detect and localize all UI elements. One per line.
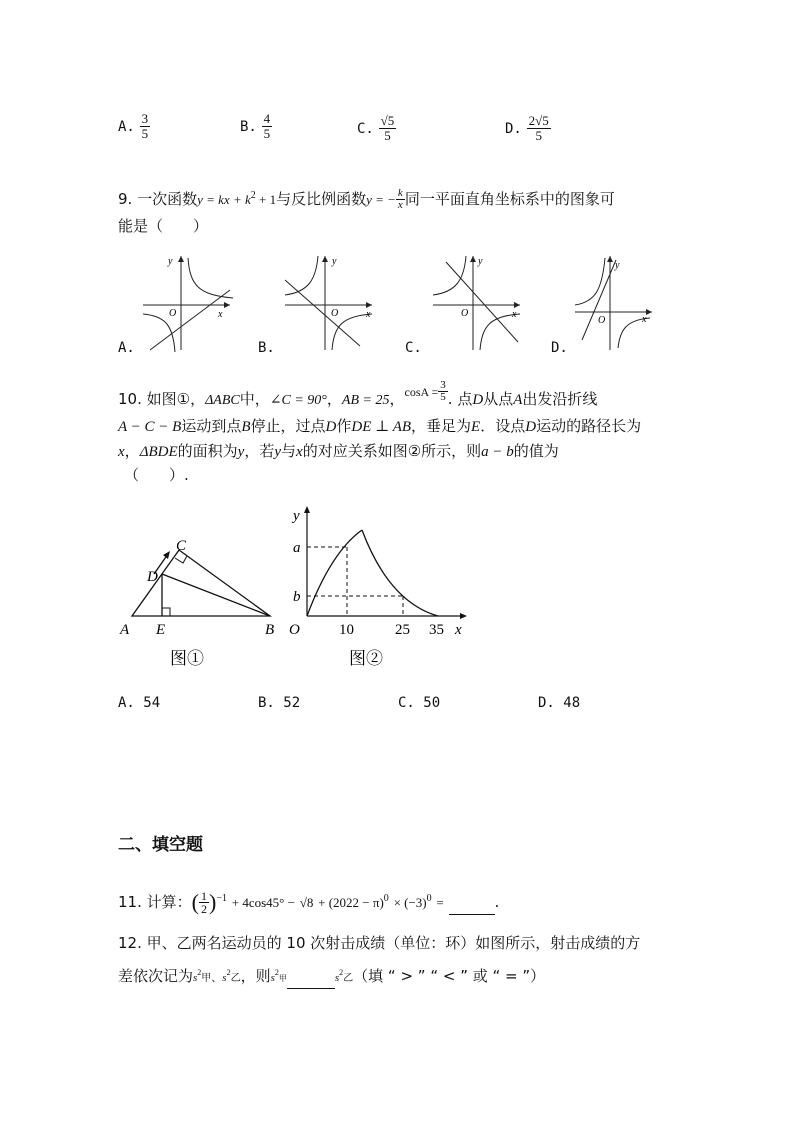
q9-linear-fn: y = kx + k (197, 192, 251, 207)
q10-number: 10. (118, 390, 142, 408)
q10-text: ， (124, 442, 140, 460)
q10-figure-1 (112, 530, 287, 670)
q10-var: x (118, 444, 125, 460)
y-label: y (332, 256, 337, 267)
q12-s-yi: s (222, 972, 227, 984)
q9-option-b: B. (258, 340, 275, 356)
y-axis-arrow (178, 256, 184, 262)
axis-y-label: y (293, 508, 300, 524)
q9-graph-a (138, 250, 238, 355)
q8-option-c-letter: C. (357, 121, 374, 137)
q10-option-d (538, 693, 580, 713)
x-label: x (366, 309, 371, 320)
q12-s-jia: s (193, 972, 198, 984)
q11-paren-open: ( (191, 889, 199, 915)
q9-option-c: C. (405, 340, 422, 356)
q9-tail: 同一平面直角坐标系中的图象可 (404, 190, 615, 208)
q12-sq: 2 (339, 968, 344, 977)
y-label: y (478, 256, 483, 267)
q10-option-a (118, 693, 160, 713)
frac-num: 1 (200, 889, 207, 903)
q9-option-a: A. (118, 340, 135, 356)
q10-line1 (118, 379, 598, 411)
q11-answer-blank[interactable] (449, 900, 495, 915)
q10-text: 运动到点 (181, 417, 242, 435)
q12-sq: 2 (226, 968, 231, 977)
q10-text: 停止，过点 (250, 417, 326, 435)
q10-var: E (471, 419, 481, 435)
q10-text: ， (389, 390, 405, 408)
origin-label: O (331, 308, 339, 319)
tick-10: 10 (339, 622, 354, 638)
option-value: 54 (143, 695, 161, 711)
tick-35: 35 (429, 622, 444, 638)
q9-graph-d (570, 250, 670, 355)
q12-sep: 、 (211, 971, 223, 984)
q9-inverse-frac (396, 188, 405, 211)
q10-triangle: ΔABC (205, 393, 240, 408)
q10-amb: a − b (481, 444, 514, 460)
label-a: a (293, 540, 301, 556)
x-label: x (512, 309, 517, 320)
q8-option-d (505, 114, 551, 143)
origin-label: O (169, 308, 177, 319)
hyperbola-branch-q1 (188, 258, 233, 298)
q9-graph-b (280, 250, 380, 355)
q10-option-b (258, 693, 300, 713)
y-axis-arrow (607, 256, 613, 262)
q10-var: D (472, 392, 484, 408)
q12-text: （填 “ > ” “ < ” 或 “ = ”） (353, 967, 546, 985)
q12-s-jia-2: s (270, 972, 275, 984)
frac-num: 4 (263, 111, 271, 126)
q12-text: ，则 (240, 967, 271, 985)
caption-1: 图① (170, 649, 204, 668)
frac-den: 5 (263, 126, 271, 141)
linear-line (285, 280, 360, 346)
q11-exp0a: 0 (383, 893, 389, 904)
q8-option-a (118, 112, 150, 141)
q10-var: A (513, 392, 523, 408)
q11-exp1: −1 (216, 893, 227, 904)
frac-den: 5 (440, 391, 446, 403)
q10-figure-2 (283, 502, 478, 670)
option-value: 52 (283, 695, 301, 711)
q8-option-a-letter: A. (118, 119, 135, 135)
q10-perp: DE ⊥ AB (351, 419, 412, 435)
q9-intro: 一次函数 (137, 190, 198, 208)
x-axis-arrow (646, 309, 652, 315)
q10-var: D (525, 419, 537, 435)
tick-25: 25 (395, 622, 410, 638)
q9-option-d: D. (551, 340, 568, 356)
q8-option-b (240, 112, 272, 141)
q10-text: 作 (336, 417, 352, 435)
x-axis-arrow (460, 613, 467, 619)
q10-angle: ∠C = 90° (269, 393, 327, 408)
q10-ab: AB = 25 (341, 393, 390, 408)
segment-db (162, 574, 270, 616)
q10-text: 出发沿折线 (522, 390, 598, 408)
hyperbola-branch-q2 (285, 256, 318, 295)
q11-eq: = (436, 895, 444, 910)
q10-text: 如图①， (146, 390, 206, 408)
q10-var: D (325, 419, 337, 435)
q12-jia-2: 甲 (278, 974, 287, 983)
q10-text: ，若 (244, 442, 275, 460)
q8-option-d-letter: D. (505, 121, 522, 137)
x-axis-arrow (514, 302, 520, 308)
q10-var: x (296, 444, 303, 460)
q12-text: 差依次记为 (118, 967, 194, 985)
q12-sq: 2 (274, 968, 279, 977)
option-letter: B. (258, 695, 275, 711)
frac-num: 3 (440, 379, 446, 391)
q11-label: 计算： (146, 893, 192, 911)
q10-text: 的值为 (513, 442, 559, 460)
x-label: x (218, 309, 223, 320)
q8-option-c-fraction (379, 114, 397, 143)
q10-text: . 点 (447, 390, 473, 408)
q10-line2 (118, 416, 641, 437)
q12-sq: 2 (197, 968, 202, 977)
frac-den: 5 (384, 128, 391, 143)
q10-text: ， (326, 390, 342, 408)
y-label: y (615, 260, 620, 271)
q9-graph-c (428, 250, 528, 355)
q11-rest2: × (−3) (393, 895, 427, 910)
q10-text: 的面积为 (177, 442, 238, 460)
y-label: y (168, 256, 173, 267)
q12-number: 12. (118, 934, 142, 952)
frac-den: x (397, 199, 403, 211)
q11-number: 11. (118, 893, 142, 911)
curve-rise (307, 530, 362, 616)
q10-text: 的对应关系如图②所示，则 (302, 442, 482, 460)
origin-label: O (289, 622, 300, 638)
linear-line (582, 260, 616, 340)
q11-half (199, 890, 209, 915)
q9-inverse-lhs: y = − (366, 192, 396, 207)
frac-num: √5 (380, 113, 395, 128)
q8-option-c (357, 114, 396, 143)
q10-path: A − C − B (118, 419, 182, 435)
option-letter: C. (398, 695, 415, 711)
q10-text: ，垂足为 (411, 417, 472, 435)
q8-option-a-fraction (140, 112, 151, 141)
q11-mid: + 4cos45° − (231, 895, 295, 910)
label-b: b (293, 589, 301, 605)
q10-text: 中， (239, 390, 270, 408)
x-label: x (642, 314, 647, 325)
hyperbola-branch-q3 (143, 314, 175, 352)
linear-line (446, 262, 518, 342)
q12-s-yi-2: s (334, 972, 340, 984)
x-axis-arrow (366, 302, 372, 308)
frac-num: k (397, 187, 403, 199)
q11-paren-close: ) (208, 889, 217, 915)
label-e: E (156, 622, 166, 638)
option-value: 48 (563, 695, 581, 711)
right-angle-e (162, 608, 170, 616)
q11-sqrt8: √8 (299, 895, 314, 910)
y-axis-arrow (322, 256, 328, 262)
origin-label: O (461, 308, 469, 319)
q10-cos-frac (438, 380, 448, 403)
hyperbola-branch-q2 (433, 256, 466, 295)
q10-text: 从点 (483, 390, 514, 408)
q12-jia: 甲 (201, 973, 212, 984)
label-c: C (176, 538, 187, 554)
q10-line3 (118, 441, 559, 462)
label-a: A (120, 622, 130, 638)
frac-den: 5 (141, 126, 149, 141)
q8-option-b-letter: B. (240, 119, 257, 135)
option-letter: D. (538, 695, 555, 711)
q12-line2 (118, 966, 545, 989)
caption-2: 图② (349, 649, 383, 668)
q8-option-d-fraction (527, 114, 551, 143)
y-axis-arrow (304, 506, 310, 513)
q11-end: . (494, 893, 500, 911)
axis-x-label: x (455, 622, 462, 638)
option-value: 50 (423, 695, 441, 711)
q12-line1 (118, 933, 640, 953)
frac-num: 2√5 (528, 113, 549, 128)
section-title: 二、填空题 (118, 835, 203, 855)
origin-label: O (598, 315, 606, 326)
q10-triangle2: ΔBDE (139, 444, 178, 460)
q9-linear-exp: 2 (250, 190, 256, 201)
q9-number: 9. (118, 190, 133, 208)
label-d: D (147, 569, 158, 585)
q11-exp0b: 0 (426, 893, 432, 904)
hyperbola-branch-q2 (575, 258, 605, 305)
q10-text: 与 (281, 442, 297, 460)
q10-line4: （ ）. (124, 466, 189, 484)
y-axis-arrow (470, 256, 476, 262)
q11-line (118, 890, 499, 916)
frac-den: 2 (200, 902, 207, 916)
frac-num: 3 (141, 111, 149, 126)
q10-text: ．设点 (480, 417, 526, 435)
right-angle-c (175, 556, 187, 563)
q9-line1 (118, 188, 615, 211)
q12-text: 甲、乙两名运动员的 10 次射击成绩（单位：环）如图所示，射击成绩的方 (146, 934, 641, 952)
q10-text: 运动的路径长为 (536, 417, 642, 435)
q9-linear-tail: + 1 (255, 192, 277, 207)
curve-fall (362, 530, 438, 616)
q10-cos-lhs: cosA = (404, 385, 439, 399)
x-axis-arrow (224, 302, 230, 308)
q10-option-c (398, 693, 440, 713)
label-b: B (265, 622, 275, 638)
motion-arrowhead (163, 551, 170, 559)
q12-yi-2: 乙 (343, 973, 354, 984)
frac-den: 5 (535, 128, 542, 143)
q11-rest: + (2022 − π) (318, 895, 384, 910)
q12-answer-blank[interactable] (287, 974, 335, 989)
q12-yi: 乙 (230, 973, 241, 984)
q9-line2: 能是（ ） (118, 217, 209, 235)
q10-var: B (241, 419, 251, 435)
q8-option-b-fraction (262, 112, 273, 141)
q9-mid: 与反比例函数 (276, 190, 367, 208)
q10-var: y (274, 444, 282, 460)
q10-var: y (237, 444, 245, 460)
option-letter: A. (118, 695, 135, 711)
